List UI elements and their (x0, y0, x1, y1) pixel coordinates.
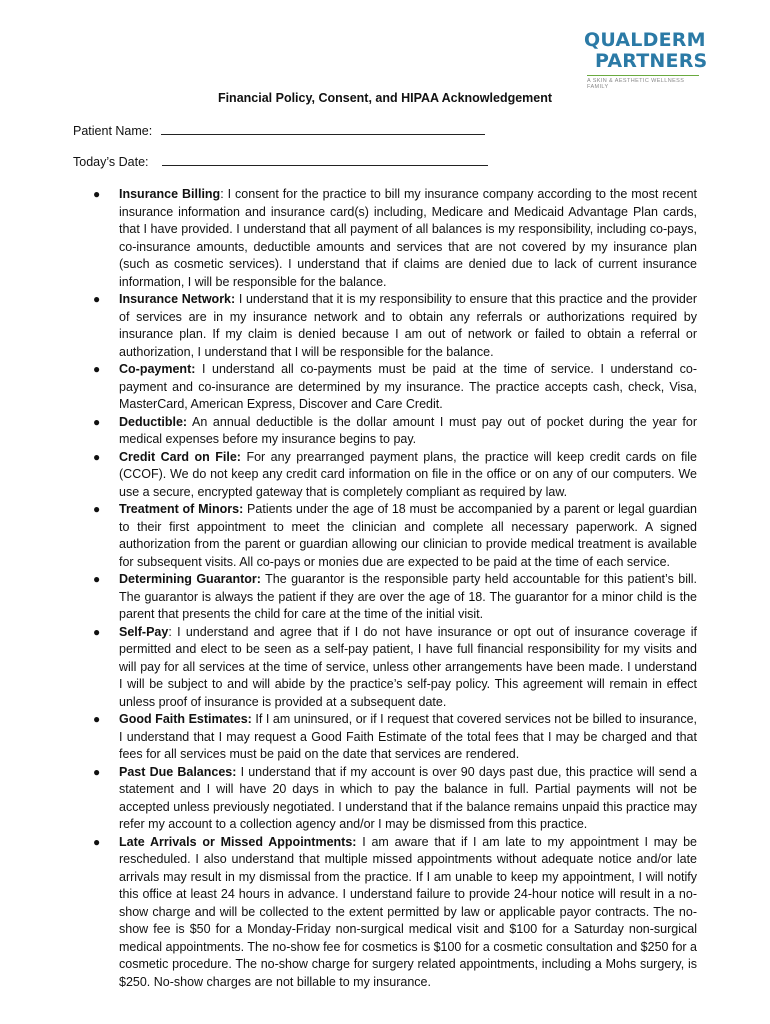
bullet-icon: ● (93, 362, 101, 376)
bullet-icon: ● (93, 187, 101, 201)
logo-line-1: QUALDERM (584, 29, 706, 51)
bullet-icon: ● (93, 572, 101, 586)
policy-item-co-payment (93, 361, 697, 414)
patient-name-input[interactable] (161, 122, 485, 135)
item-text: I understand that it is my responsibility to ensure that this practice and the provider of services are in my insurance network and to obtain any referrals or authorizations required by insurance plan. If my claim is denied because I am out of network or failed to obtain a referral or authorization, I understand that I will be responsible for the balance. (119, 292, 698, 359)
policy-item-credit-card (93, 449, 697, 502)
policy-item-minors (93, 501, 697, 571)
item-heading: Past Due Balances: (119, 764, 237, 779)
bullet-icon: ● (93, 502, 101, 516)
policy-list (0, 186, 770, 991)
policy-item-guarantor (93, 571, 697, 624)
logo-divider (587, 75, 699, 76)
item-heading: Treatment of Minors: (119, 502, 244, 516)
item-text: I understand and agree that if I do not have insurance or opt out of insurance coverage if permitted and elect to be seen as a self-pay patient, I have full financial responsibility for my visits and will pay for all services at the time of service, unless other arrangements have been made. I understand I will be subject to and will abide by the practice’s self-pay policy. This agreement will remain in effect unless proof of insurance is provided at a subsequent date. (119, 624, 697, 709)
todays-date-field (73, 153, 488, 169)
bullet-icon: ● (93, 834, 101, 849)
policy-item-deductible (93, 414, 697, 449)
item-sep: : (168, 624, 172, 639)
item-heading: Credit Card on File: (119, 449, 241, 464)
policy-item-past-due (93, 764, 697, 834)
document-title: Financial Policy, Consent, and HIPAA Acknowledgement (217, 91, 553, 105)
item-text: If I am uninsured, or if I request that covered services not be billed to insurance, I understand that I may request a Good Faith Estimate of the total fees that I may be charged and that fees for all services must be paid on the date that services are rendered. (119, 712, 698, 761)
policy-item-insurance-network (93, 291, 698, 361)
item-heading: Deductible: (119, 414, 188, 429)
todays-date-label: Today’s Date: (73, 155, 149, 169)
item-sep: : (220, 187, 224, 201)
item-text: I understand that if my account is over 90 days past due, this practice will send a statement and I will have 20 days in which to pay the balance in full. Partial payments will not be accepted unless previously negotiated. I understand that if the balance remains unpaid this practice may refer my account to a collection agency and/or I may be dismissed from this practice. (119, 764, 697, 831)
policy-item-insurance-billing (93, 186, 698, 291)
logo-line-2: PARTNERS (595, 50, 708, 72)
item-heading: Self-Pay (119, 624, 169, 639)
logo-tagline: A SKIN & AESTHETIC WELLNESS FAMILY (587, 78, 685, 90)
policy-item-self-pay (93, 624, 697, 712)
item-text: I am aware that if I am late to my appointment I may be rescheduled. I also understand that multiple missed appointments without adequate notice and/or late arrivals may result in my dismissal from the practice. If I am unable to keep my appointment, I will notify this office at least 24 hours in advance. I understand failure to provide 24-hour notice will result in a no-show charge and will be collected to the extent permitted by law or applicable payor contracts. The no-show fee is $50 for a Monday-Friday non-surgical medical visit and $100 for a Saturday non-surgical medical appointments. The no-show fee for cosmetics is $100 for a cosmetic consultation and $250 for a cosmetic procedure. The no-show charge for surgery related appointments, including a Mohs surgery, is $250. No-show charges are not billable to my insurance. (119, 834, 697, 989)
company-logo (584, 29, 708, 90)
policy-item-good-faith (93, 711, 698, 764)
todays-date-input[interactable] (162, 153, 488, 166)
item-text: Patients under the age of 18 must be accompanied by a parent or legal guardian to their first appointment to meet the clinician and complete all necessary paperwork. A signed authorization from the parent or guardian allowing our clinician to provide medical treatment is available for subsequent visits. All co-pays or monies due are expected to be paid at the time of each service. (119, 502, 697, 569)
item-heading: Insurance Billing (119, 187, 221, 201)
policy-item-late-arrivals (93, 834, 697, 992)
bullet-icon: ● (93, 414, 101, 429)
item-heading: Good Faith Estimates: (119, 712, 252, 726)
item-text: I consent for the practice to bill my insurance company according to the most recent insurance information and insurance card(s) including, Medicare and Medicaid Advantage Plan cards, that I have provided. I understand that all payment of all balances is my responsibility, including co-pays, co-insurance amounts, deductible amounts and services that are not covered by my insurance plan (such as cosmetic services). I understand that if claims are denied due to lack of current insurance information, I will be responsible for the balance. (119, 187, 698, 289)
patient-name-field (73, 122, 485, 138)
item-text: An annual deductible is the dollar amount I must pay out of pocket during the year for medical expenses before my insurance begins to pay. (119, 414, 697, 446)
item-text: I understand all co-payments must be paid at the time of service. I understand co-payment and co-insurance are determined by my insurance. The practice accepts cash, check, Visa, MasterCard, American Express, Discover and Care Credit. (119, 362, 697, 411)
item-heading: Co-payment: (119, 362, 196, 376)
item-text: For any prearranged payment plans, the practice will keep credit cards on file (CCOF). We do not keep any credit card information on file in the office or on any of our computers. We use a secure, encrypted gateway that is completely compliant as required by law. (119, 449, 697, 499)
item-text: The guarantor is the responsible party held accountable for this patient’s bill. The guarantor is always the patient if they are over the age of 18. The guarantor for a minor child is the parent that presents the child for care at the time of the initial visit. (119, 572, 697, 621)
bullet-icon: ● (93, 764, 101, 779)
bullet-icon: ● (93, 712, 101, 726)
item-heading: Determining Guarantor: (119, 572, 261, 586)
item-heading: Late Arrivals or Missed Appointments: (119, 834, 357, 849)
item-heading: Insurance Network: (119, 292, 236, 306)
patient-name-label: Patient Name: (73, 124, 153, 138)
bullet-icon: ● (93, 624, 101, 639)
bullet-icon: ● (93, 449, 101, 464)
bullet-icon: ● (93, 292, 101, 306)
